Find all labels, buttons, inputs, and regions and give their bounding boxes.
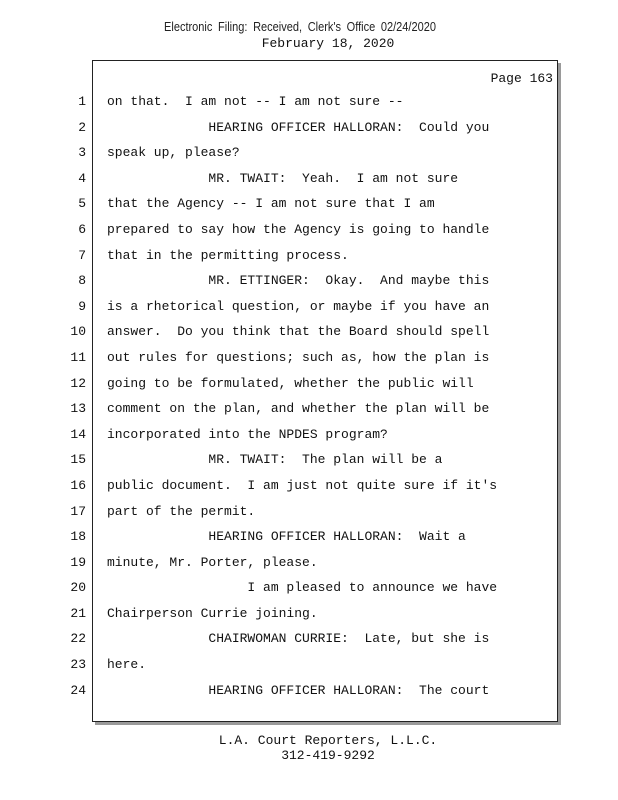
line-number: 14 [70, 426, 86, 442]
transcript-line: that in the permitting process. [107, 247, 349, 263]
line-number: 22 [70, 631, 86, 647]
transcript-line: on that. I am not -- I am not sure -- [107, 94, 404, 109]
transcript-line: answer. Do you think that the Board should spell [107, 324, 490, 340]
court-reporter-name: L.A. Court Reporters, L.L.C. [218, 733, 438, 748]
transcript-line: MR. ETTINGER: Okay. And maybe this [107, 273, 490, 289]
hearing-date: February 18, 2020 [261, 36, 395, 51]
transcript-line: minute, Mr. Porter, please. [107, 554, 318, 570]
line-number: 9 [78, 298, 86, 314]
transcript-text [107, 89, 553, 703]
transcript-line: speak up, please? [107, 145, 240, 161]
transcript-line: Chairperson Currie joining. [107, 605, 318, 621]
transcript-line: prepared to say how the Agency is going to handle [107, 221, 490, 237]
line-number: 8 [78, 273, 86, 289]
transcript-line: MR. TWAIT: The plan will be a [107, 452, 443, 468]
line-number: 20 [70, 580, 86, 596]
transcript-line: I am pleased to announce we have [107, 580, 498, 596]
transcript-line: CHAIRWOMAN CURRIE: Late, but she is [107, 631, 490, 647]
line-number: 13 [70, 401, 86, 417]
line-number: 6 [78, 221, 86, 237]
line-number: 15 [70, 452, 86, 468]
transcript-line: that the Agency -- I am not sure that I am [107, 196, 435, 212]
transcript-line: here. [107, 657, 147, 673]
transcript-line: HEARING OFFICER HALLORAN: Could you [107, 119, 490, 135]
line-number-column [52, 89, 86, 703]
line-number: 2 [78, 119, 86, 135]
line-number: 18 [70, 529, 86, 545]
line-number: 24 [70, 682, 86, 698]
line-number: 5 [78, 196, 86, 212]
line-number: 3 [78, 145, 86, 161]
line-number: 1 [78, 94, 86, 109]
line-number: 16 [70, 477, 86, 493]
line-number: 23 [70, 657, 86, 673]
line-number: 7 [78, 247, 86, 263]
page-number: Page 163 [490, 71, 553, 86]
line-number: 11 [70, 349, 86, 365]
transcript-line: part of the permit. [107, 503, 256, 519]
filing-stamp: Electronic Filing: Received, Clerk's Office 02/24/2020 [164, 20, 436, 34]
transcript-line: out rules for questions; such as, how the plan is [107, 349, 490, 365]
transcript-line: public document. I am just not quite sure if it's [107, 477, 498, 493]
transcript-line: HEARING OFFICER HALLORAN: The court [107, 682, 490, 698]
transcript-line: HEARING OFFICER HALLORAN: Wait a [107, 529, 466, 545]
transcript-line: MR. TWAIT: Yeah. I am not sure [107, 170, 459, 186]
transcript-line: incorporated into the NPDES program? [107, 426, 388, 442]
line-number: 4 [78, 170, 86, 186]
line-number: 19 [70, 554, 86, 570]
line-number: 21 [70, 605, 86, 621]
line-number: 17 [70, 503, 86, 519]
line-number: 10 [70, 324, 86, 340]
transcript-line: comment on the plan, and whether the plan will be [107, 401, 490, 417]
transcript-line: is a rhetorical question, or maybe if you have an [107, 298, 490, 314]
line-number: 12 [70, 375, 86, 391]
transcript-line: going to be formulated, whether the public will [107, 375, 474, 391]
court-reporter-phone: 312-419-9292 [281, 748, 375, 763]
